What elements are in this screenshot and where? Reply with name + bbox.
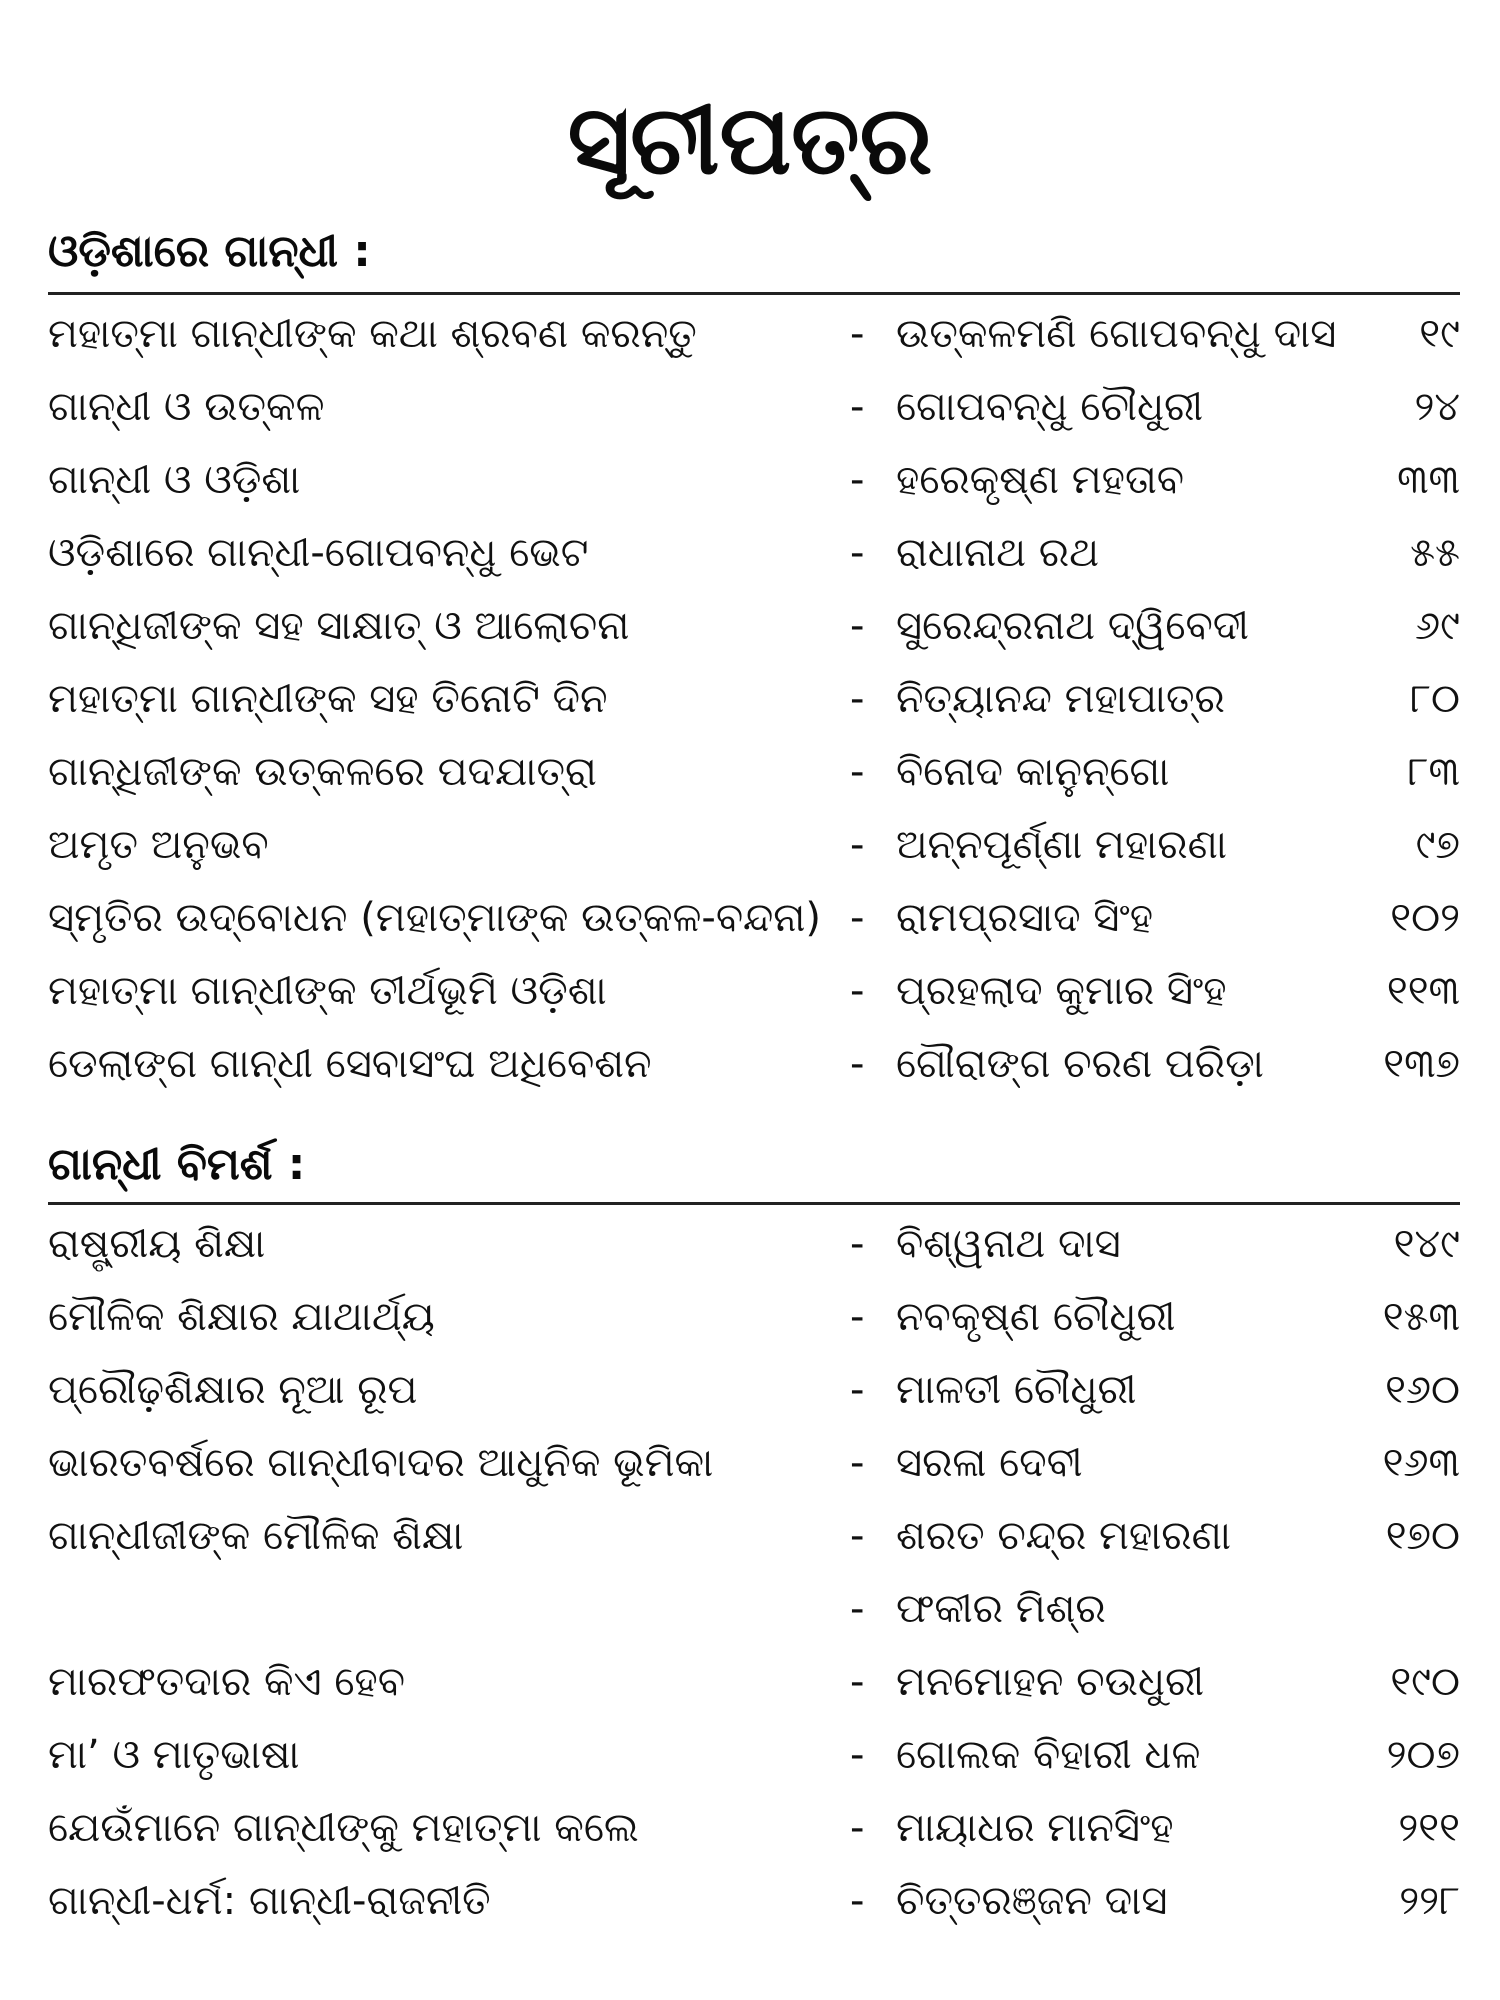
entry-page-number: ୬୯ (1415, 603, 1460, 649)
entry-dash: - (850, 1367, 865, 1413)
contents-entry (48, 882, 1460, 955)
entry-page-number: ୧୧୩ (1386, 968, 1460, 1014)
contents-entry (48, 955, 1460, 1028)
entry-author: ଫକୀର ମିଶ୍ର (896, 1586, 1106, 1632)
entry-author: ରାମପ୍ରସାଦ ସିଂହ (896, 895, 1154, 941)
entry-author: ନିତ୍ୟାନନ୍ଦ ମହାପାତ୍ର (896, 676, 1225, 722)
entry-dash: - (850, 749, 865, 795)
entry-dash: - (850, 530, 865, 576)
entry-author: ବିନୋଦ କାନୁନ୍‌ଗୋ (896, 749, 1170, 795)
entry-title: ସ୍ମୃତିର ଉଦ୍‌ବୋଧନ (ମହାତ୍ମାଙ୍କ ଉତ୍କଳ-ବନ୍ଦନା) (48, 895, 822, 941)
entry-author: ମାୟାଧର ମାନସିଂହ (896, 1805, 1174, 1851)
entry-title: ଗାନ୍ଧୀ ଓ ଉତ୍କଳ (48, 384, 325, 430)
contents-entry (48, 1028, 1460, 1101)
entry-author: ମନମୋହନ ଚଉଧୁରୀ (896, 1659, 1205, 1705)
entry-title: ମହାତ୍ମା ଗାନ୍ଧୀଙ୍କ କଥା ଶ୍ରବଣ କରନ୍ତୁ (48, 311, 697, 357)
entry-author: ସୁରେନ୍ଦ୍ରନାଥ ଦ୍ୱିବେଦୀ (896, 603, 1249, 649)
entry-dash: - (850, 457, 865, 503)
entry-dash: - (850, 1041, 865, 1087)
entry-page-number: ୯୭ (1415, 822, 1460, 868)
entry-dash: - (850, 822, 865, 868)
entry-title: ପ୍ରୌଢ଼ଶିକ୍ଷାର ନୂଆ ରୂପ (48, 1367, 418, 1413)
section-2-list (48, 1208, 1460, 1938)
entry-author: ହରେକୃଷ୍ଣ ମହତାବ (896, 457, 1185, 503)
contents-entry (48, 1281, 1460, 1354)
entry-page-number: ୧୩୭ (1383, 1041, 1460, 1087)
entry-title: ମାରଫତଦାର କିଏ ହେବ (48, 1659, 405, 1705)
entry-page-number: ୧୬୦ (1385, 1367, 1460, 1413)
entry-page-number: ୮୦ (1410, 676, 1460, 722)
section-divider (48, 292, 1460, 295)
contents-entry (48, 1646, 1460, 1719)
entry-author: ଗୋପବନ୍ଧୁ ଚୌଧୁରୀ (896, 384, 1204, 430)
entry-author: ଉତ୍କଳମଣି ଗୋପବନ୍ଧୁ ଦାସ (896, 311, 1337, 357)
entry-title: ଗାନ୍ଧିଜୀଙ୍କ ସହ ସାକ୍ଷାତ୍ ଓ ଆଲୋଚନା (48, 603, 630, 649)
contents-entry (48, 736, 1460, 809)
entry-dash: - (850, 968, 865, 1014)
entry-page-number: ୨୨୮ (1399, 1878, 1460, 1924)
entry-dash: - (850, 895, 865, 941)
entry-title: ଅମୃତ ଅନୁଭବ (48, 822, 269, 868)
entry-author: ଗୌରାଙ୍ଗ ଚରଣ ପରିଡ଼ା (896, 1041, 1264, 1087)
entry-page-number: ୧୭୦ (1385, 1513, 1460, 1559)
entry-title: ମହାତ୍ମା ଗାନ୍ଧୀଙ୍କ ସହ ତିନୋଟି ଦିନ (48, 676, 608, 722)
entry-page-number: ୧୯୦ (1390, 1659, 1460, 1705)
entry-author: ଶରତ ଚନ୍ଦ୍ର ମହାରଣା (896, 1513, 1231, 1559)
entry-page-number: ୩୩ (1397, 457, 1460, 503)
entry-title: ମା’ ଓ ମାତୃଭାଷା (48, 1732, 300, 1778)
contents-entry (48, 517, 1460, 590)
entry-dash: - (850, 311, 865, 357)
entry-page-number: ୨୪ (1414, 384, 1460, 430)
entry-dash: - (850, 603, 865, 649)
entry-page-number: ୮୩ (1407, 749, 1460, 795)
entry-dash: - (850, 1294, 865, 1340)
entry-title: ଭାରତବର୍ଷରେ ଗାନ୍ଧୀବାଦର ଆଧୁନିକ ଭୂମିକା (48, 1440, 714, 1486)
entry-page-number: ୧୪୯ (1393, 1221, 1460, 1267)
entry-author: ସରଳା ଦେବୀ (896, 1440, 1083, 1486)
entry-dash: - (850, 1659, 865, 1705)
entry-dash: - (850, 1586, 865, 1632)
entry-dash: - (850, 1732, 865, 1778)
entry-page-number: ୧୫୩ (1382, 1294, 1460, 1340)
entry-title: ଓଡ଼ିଶାରେ ଗାନ୍ଧୀ-ଗୋପବନ୍ଧୁ ଭେଟ (48, 530, 589, 576)
entry-dash: - (850, 676, 865, 722)
entry-dash: - (850, 1513, 865, 1559)
section-1-list (48, 298, 1460, 1101)
entry-dash: - (850, 1221, 865, 1267)
entry-author: ଅନ୍ନପୂର୍ଣ୍ଣା ମହାରଣା (896, 822, 1227, 868)
entry-dash: - (850, 1805, 865, 1851)
contents-entry (48, 1208, 1460, 1281)
page-title: ସୂଚୀପତ୍ର (567, 84, 933, 196)
entry-dash: - (850, 1440, 865, 1486)
entry-title: ମୌଳିକ ଶିକ୍ଷାର ଯାଥାର୍ଥ୍ୟ (48, 1294, 435, 1340)
entry-dash: - (850, 1878, 865, 1924)
entry-title: ମହାତ୍ମା ଗାନ୍ଧୀଙ୍କ ତୀର୍ଥଭୂମି ଓଡ଼ିଶା (48, 968, 607, 1014)
entry-title: ଯେଉଁମାନେ ଗାନ୍ଧୀଙ୍କୁ ମହାତ୍ମା କଲେ (48, 1805, 639, 1851)
contents-entry (48, 298, 1460, 371)
contents-entry (48, 1354, 1460, 1427)
entry-page-number: ୧୯ (1419, 311, 1460, 357)
section-heading: ଓଡ଼ିଶାରେ ଗାନ୍ଧୀ : (48, 226, 371, 277)
contents-entry (48, 590, 1460, 663)
contents-entry (48, 1865, 1460, 1938)
contents-entry (48, 1792, 1460, 1865)
entry-title: ଗାନ୍ଧିଜୀଙ୍କ ଉତ୍କଳରେ ପଦଯାତ୍ରା (48, 749, 597, 795)
entry-page-number: ୧୬୩ (1382, 1440, 1460, 1486)
entry-title: ଗାନ୍ଧୀ-ଧର୍ମ: ଗାନ୍ଧୀ-ରାଜନୀତି (48, 1878, 491, 1924)
entry-title: ରାଷ୍ଟ୍ରୀୟ ଶିକ୍ଷା (48, 1221, 266, 1267)
entry-title: ଡେଲାଙ୍ଗ ଗାନ୍ଧୀ ସେବାସଂଘ ଅଧିବେଶନ (48, 1041, 652, 1087)
contents-entry (48, 371, 1460, 444)
section-heading: ଗାନ୍ଧୀ ବିମର୍ଶ : (48, 1139, 306, 1190)
entry-author: ମାଳତୀ ଚୌଧୁରୀ (896, 1367, 1137, 1413)
section-divider (48, 1202, 1460, 1205)
entry-author: ଚିତ୍ତରଞ୍ଜନ ଦାସ (896, 1878, 1168, 1924)
contents-entry (48, 1719, 1460, 1792)
entry-author: ନବକୃଷ୍ଣ ଚୌଧୁରୀ (896, 1294, 1176, 1340)
entry-author: ବିଶ୍ୱନାଥ ଦାସ (896, 1221, 1121, 1267)
contents-entry (48, 1573, 1460, 1646)
contents-entry (48, 1500, 1460, 1573)
entry-author: ପ୍ରହଲାଦ କୁମାର ସିଂହ (896, 968, 1227, 1014)
entry-author: ଗୋଲକ ବିହାରୀ ଧଳ (896, 1732, 1201, 1778)
contents-entry (48, 1427, 1460, 1500)
contents-entry (48, 809, 1460, 882)
entry-page-number: ୫୫ (1410, 530, 1460, 576)
entry-page-number: ୧୦୨ (1390, 895, 1460, 941)
entry-author: ରାଧାନାଥ ରଥ (896, 530, 1100, 576)
entry-page-number: ୨୦୭ (1386, 1732, 1460, 1778)
entry-title: ଗାନ୍ଧୀ ଓ ଓଡ଼ିଶା (48, 457, 301, 503)
entry-title: ଗାନ୍ଧୀଜୀଙ୍କ ମୌଳିକ ଶିକ୍ଷା (48, 1513, 464, 1559)
contents-entry (48, 663, 1460, 736)
entry-dash: - (850, 384, 865, 430)
contents-entry (48, 444, 1460, 517)
entry-page-number: ୨୧୧ (1398, 1805, 1460, 1851)
